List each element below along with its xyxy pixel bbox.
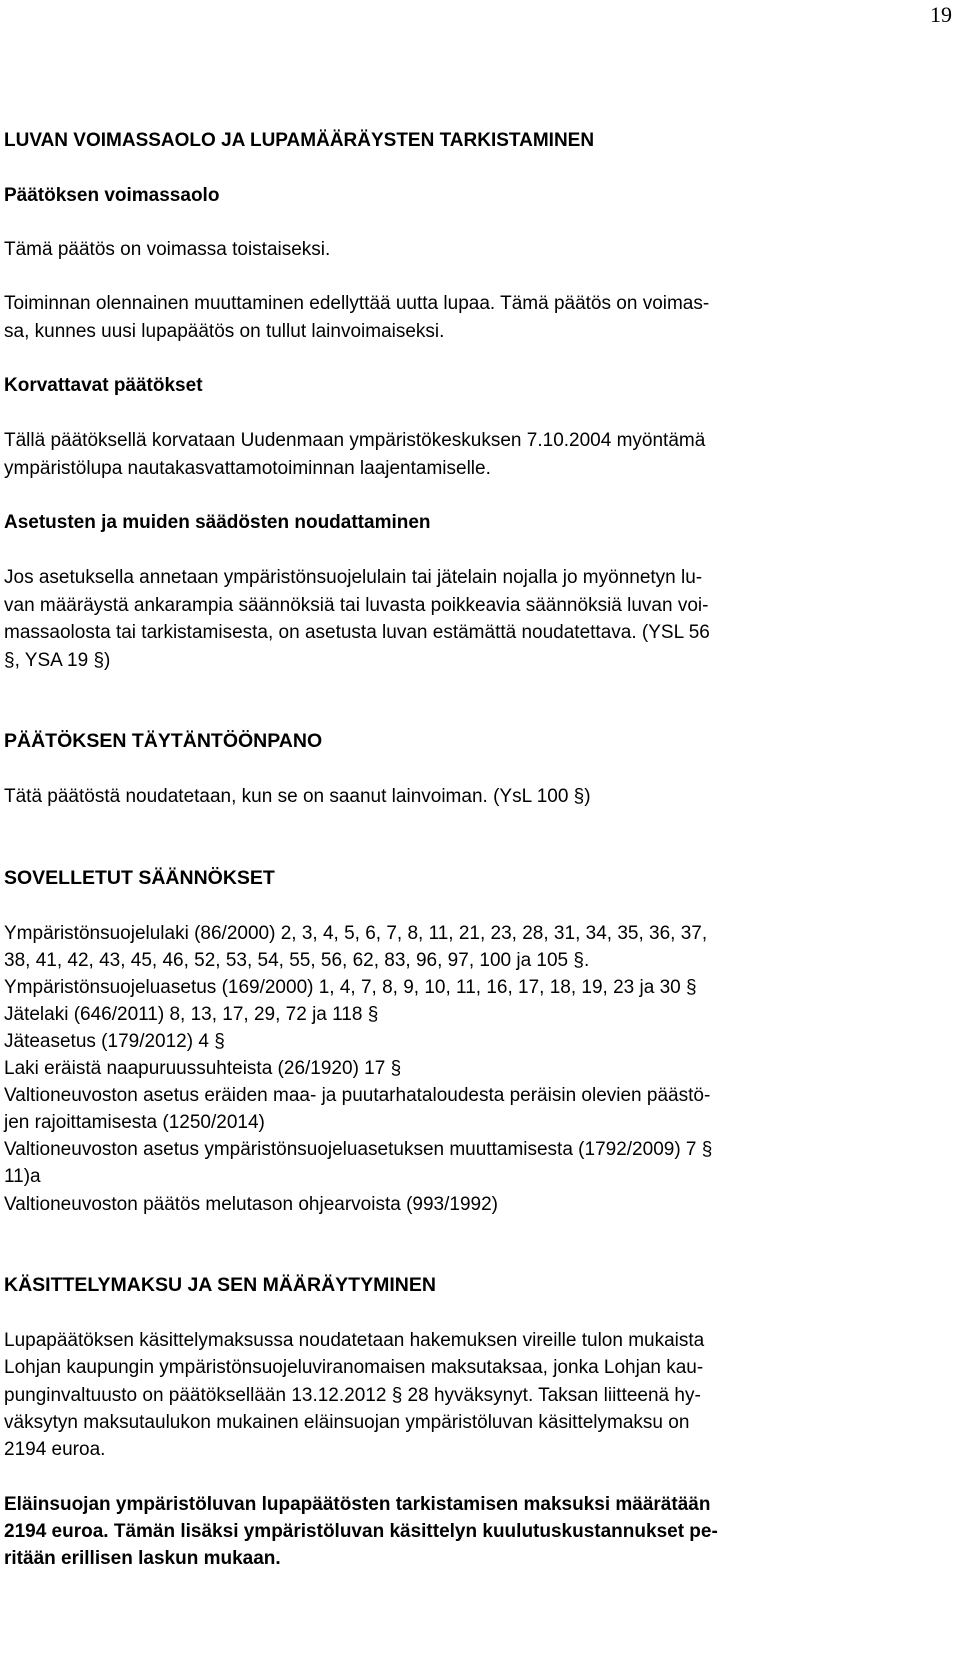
text-line: 2194 euroa. [4,1439,106,1460]
text-line: van määräystä ankarampia säännöksiä tai luvasta poikkeavia säännöksiä luvan voi- [4,595,709,616]
text-line: Lohjan kaupungin ympäristönsuojeluviranomaisen maksutaksaa, jonka Lohjan kau- [4,1357,704,1378]
heading-line: Päätöksen voimassaolo [4,185,220,206]
page-number: 19 [930,2,952,27]
text-line: sa, kunnes uusi lupapäätös on tullut lainvoimaiseksi. [4,321,445,342]
text-line: Ympäristönsuojelulaki (86/2000) 2, 3, 4, 5, 6, 7, 8, 11, 21, 23, 28, 31, 34, 35, 36, 37, [4,923,708,944]
text-line: massaolosta tai tarkistamisesta, on asetusta luvan estämättä noudatettava. (YSL 56 [4,622,710,643]
heading-line: LUVAN VOIMASSAOLO JA LUPAMÄÄRÄYSTEN TARKISTAMINEN [4,130,595,151]
heading-line: Asetusten ja muiden säädösten noudattaminen [4,512,431,533]
heading-line: ritään erillisen laskun mukaan. [4,1548,281,1569]
text-line: §, YSA 19 §) [4,650,111,671]
text-line: 11)a [4,1166,41,1187]
text-line: Valtioneuvoston asetus ympäristönsuojeluasetuksen muuttamisesta (1792/2009) 7 § [4,1139,713,1160]
heading-line: KÄSITTELYMAKSU JA SEN MÄÄRÄYTYMINEN [4,1274,436,1296]
text-line: punginvaltuusto on päätöksellään 13.12.2012 § 28 hyväksynyt. Taksan liitteenä hy- [4,1385,701,1406]
text-line: ympäristölupa nautakasvattamotoiminnan laajentamiselle. [4,458,491,479]
heading-line: Eläinsuojan ympäristöluvan lupapäätösten tarkistamisen maksuksi määrätään [4,1494,711,1515]
text-line: Tätä päätöstä noudatetaan, kun se on saanut lainvoiman. (YsL 100 §) [4,786,591,807]
text-line: väksytyn maksutaulukon mukainen eläinsuojan ympäristöluvan käsittelymaksu on [4,1412,690,1433]
text-line: jen rajoittamisesta (1250/2014) [4,1112,265,1133]
text-line: Valtioneuvoston päätös melutason ohjearvoista (993/1992) [4,1194,498,1215]
text-line: Valtioneuvoston asetus eräiden maa- ja puutarhataloudesta peräisin olevien päästö- [4,1085,711,1106]
heading-line: PÄÄTÖKSEN TÄYTÄNTÖÖNPANO [4,730,323,752]
heading-line: Korvattavat päätökset [4,375,203,396]
text-line: Jos asetuksella annetaan ympäristönsuojelulain tai jätelain nojalla jo myönnetyn lu- [4,567,703,588]
text-line: Tällä päätöksellä korvataan Uudenmaan ympäristökeskuksen 7.10.2004 myöntämä [4,430,706,451]
text-line: Toiminnan olennainen muuttaminen edellyttää uutta lupaa. Tämä päätös on voimas- [4,293,710,314]
text-line: Jäteasetus (179/2012) 4 § [4,1031,225,1052]
text-line: Laki eräistä naapuruussuhteista (26/1920) 17 § [4,1058,402,1079]
text-line: 38, 41, 42, 43, 45, 46, 52, 53, 54, 55, 56, 62, 83, 96, 97, 100 ja 105 §. [4,950,590,971]
text-line: Jätelaki (646/2011) 8, 13, 17, 29, 72 ja 118 § [4,1004,379,1025]
text-line: Ympäristönsuojeluasetus (169/2000) 1, 4, 7, 8, 9, 10, 11, 16, 17, 18, 19, 23 ja 30 § [4,977,697,998]
heading-line: 2194 euroa. Tämän lisäksi ympäristöluvan käsittelyn kuulutuskustannukset pe- [4,1521,718,1542]
text-line: Tämä päätös on voimassa toistaiseksi. [4,239,331,260]
heading-line: SOVELLETUT SÄÄNNÖKSET [4,867,275,889]
text-line: Lupapäätöksen käsittelymaksussa noudatetaan hakemuksen vireille tulon mukaista [4,1330,705,1351]
